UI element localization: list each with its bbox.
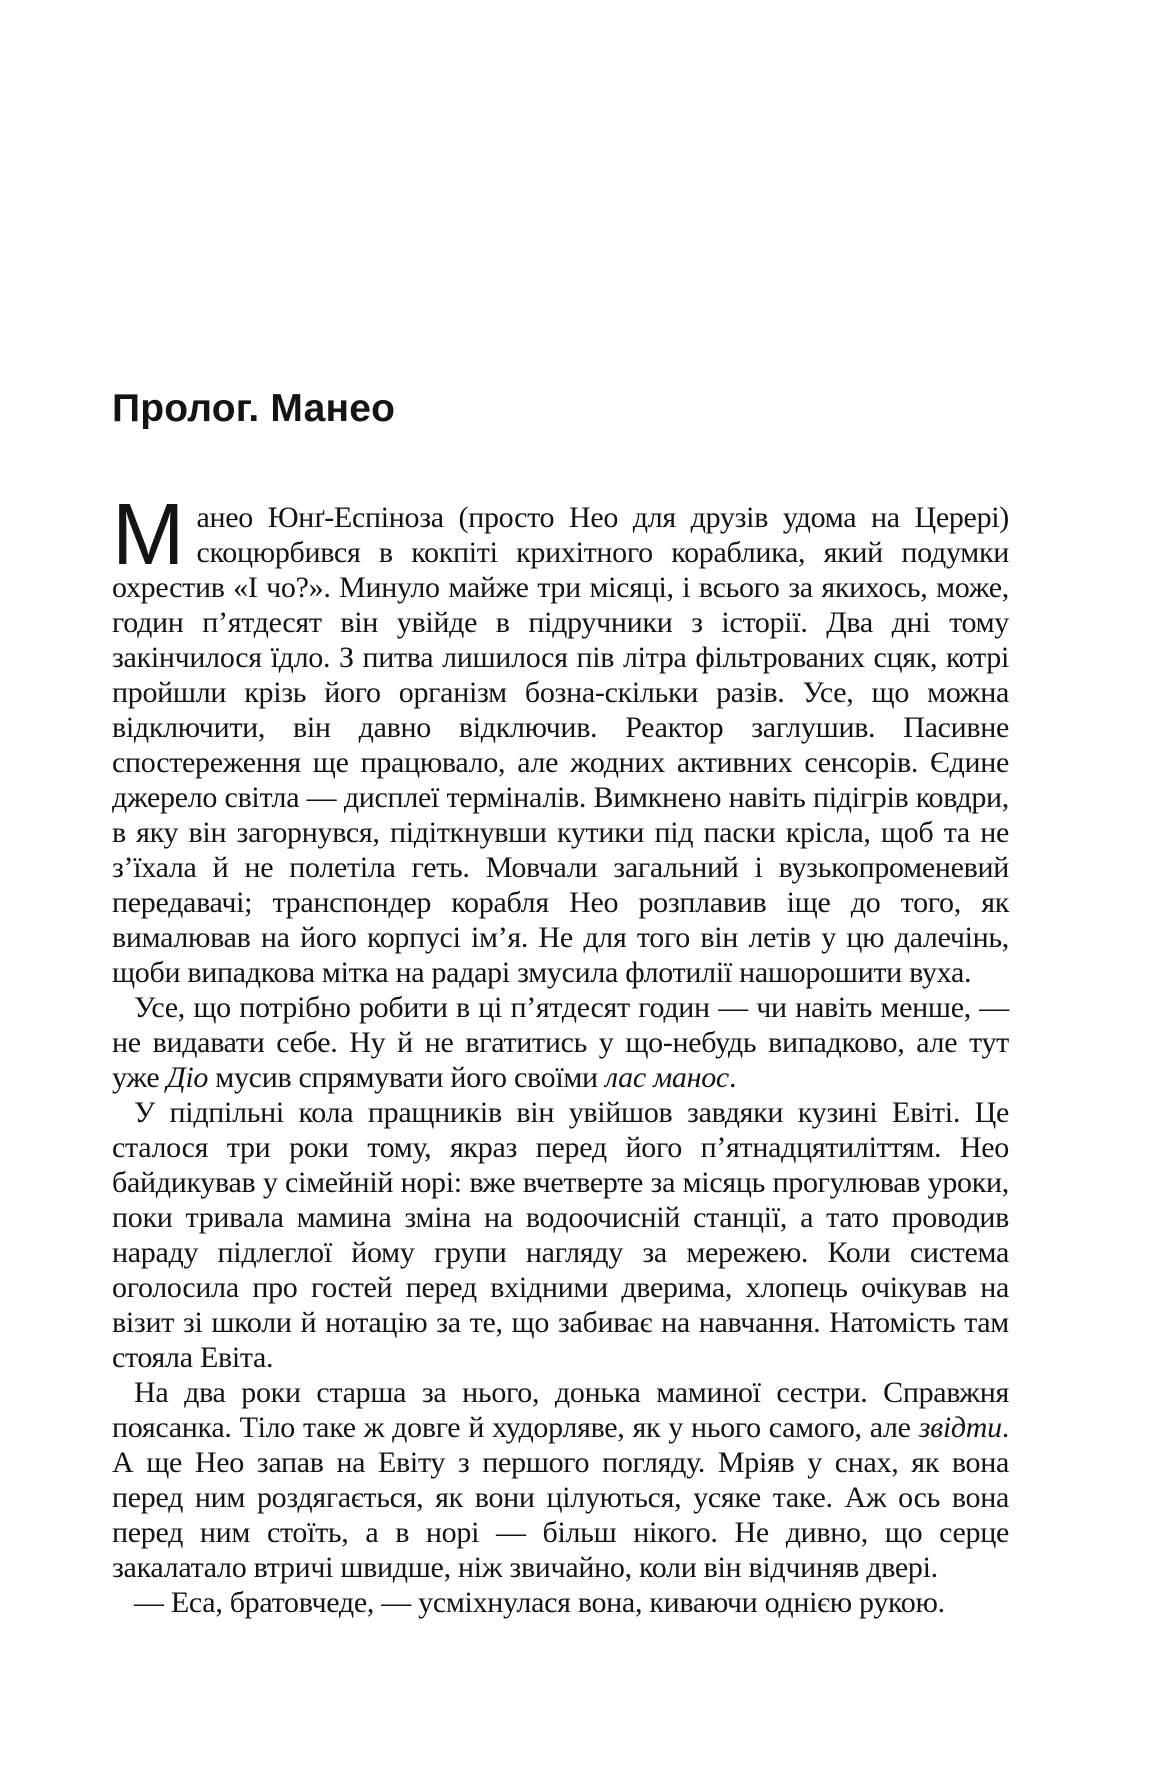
text-run: У підпільні кола пращників він увійшов завдяки кузині Евіті. Це сталося три роки тому, якраз перед його п’ятнадцятиліттям. Нео байдикував у сімейній норі: вже вчетверте за місяць прогулював уроки, поки тривала мамина зміна на водоочисній станції, а тато проводив нараду підлеглої йому групи нагляду за мережею. Коли система оголосила про гостей перед вхідними дверима, хлопець очікував на візит зі школи й нотацію за те, що забиває на навчання. Натомість там стояла Евіта. [112,1096,1009,1374]
paragraph [112,486,1009,990]
italic-text-run: Діо [166,1061,209,1094]
body-text [112,486,1009,1620]
paragraph [112,1375,1009,1585]
italic-text-run: лас манос [605,1061,729,1094]
drop-cap: М [112,486,185,583]
text-run: Усе, що потрібно робити в ці п’ятдесят годин — чи навіть менше, — не видавати себе. Ну й не вгатитись у що-небудь випадково, але тут уже [112,991,1009,1094]
paragraph [112,1095,1009,1375]
text-run: мусив спрямувати його своїми [208,1061,606,1094]
paragraph [112,1585,1009,1620]
chapter-title: Пролог. Манео [112,387,396,430]
text-run: На два роки старша за нього, донька маминої сестри. Справжня поясанка. Тіло таке ж довге й худорляве, як у нього самого, але [112,1376,1009,1444]
text-run: анео Юнґ-Еспіноза (просто Нео для друзів удома на Церері) скоцюрбився в кокпіті крихітного кораблика, який подумки охрестив «І чо?». Минуло майже три місяці, і всього за якихось, може, годин п’ятдесят він увійде в підручники з історії. Два дні тому закінчилося їдло. З питва лишилося пів літра фільтрованих сцяк, котрі пройшли крізь його організм бозна-скільки разів. Усе, що можна відключити, він давно відключив. Реактор заглушив. Пасивне спостереження ще працювало, але жодних активних сенсорів. Єдине джерело світла — дисплеї терміналів. Вимкнено навіть підігрів ковдри, в яку він загорнувся, підіткнувши кутики під паски крісла, щоб та не з’їхала й не полетіла геть. Мовчали загальний і вузькопроменевий передавачі; транспондер корабля Нео розплавив іще до того, як вималював на його корпусі ім’я. Не для того він летів у цю далечінь, щоби випадкова мітка на радарі змусила флотилії нашорошити вуха. [112,501,1009,989]
italic-text-run: звідти [918,1411,1002,1444]
text-run: . [728,1061,737,1094]
paragraph [112,990,1009,1095]
text-run: — Еса, братовчеде, — усміхнулася вона, киваючи однією рукою. [134,1586,945,1619]
text-run: . А ще Нео запав на Евіту з першого погляду. Мріяв у снах, як вона перед ним роздягається, як вони цілуються, усяке таке. Аж ось вона перед ним стоїть, а в норі — більш нікого. Не дивно, що серце закалатало втричі швидше, ніж звичайно, коли він відчиняв двері. [112,1411,1009,1584]
